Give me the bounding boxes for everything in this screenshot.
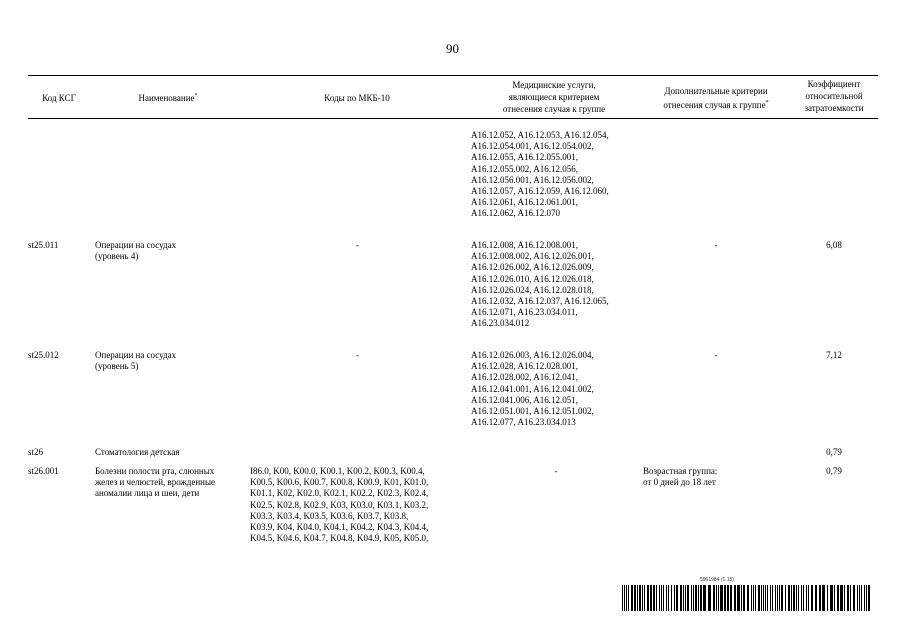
barcode-bar [708,585,711,611]
barcode-bar [830,585,833,611]
barcode-bar [687,585,689,611]
cell-coef [790,466,878,477]
cell-line: A16.12.041.006, A16.12.051, [471,394,579,405]
barcode-bar [785,585,786,611]
barcode-bar [827,585,828,611]
barcode-bar [772,585,773,611]
barcode-bar [850,585,851,611]
cell-line: Операции на сосудах [95,240,177,250]
barcode-bar [765,585,766,611]
page-number: 90 [446,41,459,56]
cell-line: 0,79 [826,447,842,457]
barcode-bar [626,585,627,611]
cell-line: Стоматология детская [95,447,180,457]
barcode-bar [777,585,778,611]
barcode-bar [716,585,717,611]
cell-line: A16.12.055.002, A16.12.056, [471,163,579,174]
barcode-bar [815,585,817,611]
barcode-bar [622,585,623,611]
barcode-bar [781,585,783,611]
barcode-bar [671,585,672,611]
barcode-bar [791,585,792,611]
cell-name [95,240,245,262]
cell-name [95,447,245,458]
barcode-bar [763,585,764,611]
barcode-bar [695,585,697,611]
cell-mkb [250,350,465,361]
header-services-line: отнесения случая к группе [502,104,606,114]
cell-line: st26.001 [28,466,59,476]
cell-services [471,350,641,428]
header-services-line: являющиеся критерием [508,92,600,102]
barcode-bar [683,585,684,611]
barcode-bar [743,585,745,611]
cell-services [471,240,641,330]
barcode-bar [861,585,862,611]
barcode-bar [700,585,702,611]
barcode-bar [822,585,825,611]
cell-line: K03.3, K03.4, K03.5, K03.6, K03.7, K03.8, [250,510,409,521]
header-mkb [248,92,466,104]
cell-line: A16.12.026.010, A16.12.026.018, [471,273,594,284]
header-extra-mark: * [765,100,769,106]
cell-extra [643,350,789,361]
barcode-bar [663,585,664,611]
barcode-bar [718,585,719,611]
barcode-bar [747,585,749,611]
cell-line: A16.12.028.002, A16.12.041, [471,372,579,383]
barcode-bar [674,585,675,611]
cell-line: A16.12.077, A16.23.034.013 [471,417,576,428]
cell-line: A16.12.062, A16.12.070 [471,208,561,219]
barcode-bar [779,585,780,611]
barcode-bar [661,585,662,611]
cell-line: I86.0, K00, K00.0, K00.1, K00.2, K00.3, K00.4, [250,466,425,476]
barcode-bar [656,585,657,611]
cell-line: A16.12.026.024, A16.12.028.018, [471,284,594,295]
cell-line: Операции на сосудах [95,350,177,360]
barcode-bar [741,585,742,611]
barcode-bar [724,585,726,611]
barcode-bar [808,585,809,611]
barcode-bar [853,585,855,611]
cell-line: A16.12.028, A16.12.028.001, [471,361,579,372]
barcode-bar [666,585,667,611]
cell-code [28,447,90,458]
cell-line: A16.12.057, A16.12.059, A16.12.060, [471,186,609,197]
barcode-bar [639,585,641,611]
barcode-bar [788,585,790,611]
barcode-bar [801,585,802,611]
header-mkb-text: Коды по МКБ-10 [324,93,390,103]
cell-code [28,466,90,477]
barcode-bar [634,585,636,611]
cell-line: st25.011 [28,240,59,250]
cell-line: A16.12.056.001, A16.12.056.002, [471,174,594,185]
header-code-text: Код КСГ [42,93,76,103]
barcode-bar [864,585,865,611]
header-coef-line: затратоемкости [804,103,864,113]
cell-coef [790,350,878,361]
barcode-bar [680,585,682,611]
barcode-bar [868,585,870,611]
barcode-bar [755,585,756,611]
barcode-bar [730,585,732,611]
table-header-bottom-border [28,118,878,119]
barcode-bar [775,585,776,611]
barcode-image [622,585,872,611]
barcode-bar [637,585,638,611]
barcode-bar [767,585,768,611]
barcode-bar [793,585,795,611]
cell-line: A16.12.054.001, A16.12.054.002, [471,141,594,152]
barcode-bar [734,585,736,611]
cell-line: (уровень 5) [95,361,139,372]
cell-line: A16.12.055, A16.12.055.001, [471,152,579,163]
cell-mkb [250,466,465,544]
header-extra [646,85,786,111]
barcode-bar [857,585,858,611]
barcode-bar [642,585,643,611]
barcode-bar [693,585,694,611]
cell-extra [643,466,789,488]
cell-line: A16.12.008, A16.12.008.001, [471,240,579,250]
barcode-bar [811,585,813,611]
cell-line: - [714,240,718,250]
cell-line: аномалии лица и шеи, дети [95,488,200,499]
barcode-bar [659,585,660,611]
barcode-bar [770,585,771,611]
cell-line: желез и челюстей, врожденные [95,477,216,488]
barcode-bar [653,585,655,611]
barcode-bar [727,585,729,611]
cell-line: K02.5, K02.8, K02.9, K03, K03.0, K03.1, K03.2, [250,499,429,510]
barcode-bar [691,585,692,611]
cell-name [95,466,245,500]
cell-line: K04.5, K04.6, K04.7, K04.8, K04.9, K05, K05.0, [250,533,429,544]
cell-line: st26 [28,447,44,457]
cell-line: K03.9, K04, K04.0, K04.1, K04.2, K04.3, K04.4, [250,522,429,533]
cell-line: A16.12.026.003, A16.12.026.004, [471,350,594,360]
cell-line: A16.12.071, A16.23.034.011, [471,307,578,318]
cell-line: A16.12.061, A16.12.061.001, [471,197,579,208]
barcode-bar [713,585,715,611]
barcode-bar [798,585,799,611]
barcode-bar [834,585,835,611]
barcode-bar [737,585,740,611]
cell-line: 6,08 [826,240,842,250]
header-services-line: Медицинские услуги, [512,80,596,90]
cell-line: K00.5, K00.6, K00.7, K00.8, K00.9, K01, K01.0, [250,477,429,488]
barcode-bar [720,585,723,611]
barcode-bar [844,585,845,611]
barcode-bar [806,585,807,611]
barcode-bar [796,585,797,611]
header-coef [790,78,878,114]
cell-line: A16.12.008.002, A16.12.026.001, [471,251,594,262]
cell-coef [790,240,878,251]
header-coef-line: относительной [805,91,863,101]
cell-code [28,350,90,361]
cell-line: A16.23.034.012 [471,318,530,329]
cell-line: A16.12.026.002, A16.12.026.009, [471,262,594,273]
header-extra-text: Дополнительные критерии отнесения случая к группе [663,86,768,110]
barcode-bar [650,585,652,611]
barcode-bar [644,585,645,611]
cell-extra [643,240,789,251]
barcode-bar [676,585,678,611]
cell-coef [790,447,878,458]
cell-line: - [356,350,359,360]
barcode-bar [837,585,839,611]
cell-code [28,240,90,251]
barcode-bar [859,585,860,611]
barcode-bar [628,585,629,611]
header-services [468,79,640,115]
cell-line: от 0 дней до 18 лет [643,477,716,488]
barcode-bar [624,585,625,611]
cell-line: (уровень 4) [95,251,139,262]
barcode-bar [866,585,867,611]
barcode-bar [758,585,760,611]
barcode-bar [685,585,686,611]
cell-line: - [554,466,558,476]
cell-line: A16.12.032, A16.12.037, A16.12.065, [471,296,609,307]
header-code [28,92,90,104]
table-header-top-border [28,75,878,76]
barcode-bar [703,585,706,611]
cell-line: - [356,240,359,250]
barcode-bar [840,585,843,611]
cell-name [95,350,245,372]
barcode-bar [753,585,754,611]
cell-line: 0,79 [826,466,842,476]
header-name-text: Наименование [138,93,195,103]
cell-services [471,130,641,220]
header-name [92,90,244,104]
barcode-bar [647,585,649,611]
cell-line: K01.1, K02, K02.0, K02.1, K02.2, K02.3, K02.4, [250,488,429,499]
barcode-bar [631,585,633,611]
cell-line: A16.12.052, A16.12.053, A16.12.054, [471,130,609,140]
barcode-bar [698,585,699,611]
barcode-bar [803,585,804,611]
cell-mkb [250,240,465,251]
cell-line: st25.012 [28,350,59,360]
cell-line: Болезни полости рта, слюнных [95,466,215,476]
barcode-bar [819,585,821,611]
barcode-bar [668,585,669,611]
barcode-bar [761,585,762,611]
cell-line: Возрастная группа: [643,466,718,476]
cell-services [471,466,641,477]
header-name-mark: * [194,93,198,99]
cell-line: 7,12 [826,350,842,360]
header-coef-line: Коэффициент [807,79,861,89]
cell-line: A16.12.041.001, A16.12.041.002, [471,383,594,394]
barcode-bar [847,585,849,611]
cell-line: - [714,350,718,360]
cell-line: A16.12.051.001, A16.12.051.002, [471,406,594,417]
barcode-bar [751,585,752,611]
barcode-caption: 5961984 (1.15) [700,577,734,583]
